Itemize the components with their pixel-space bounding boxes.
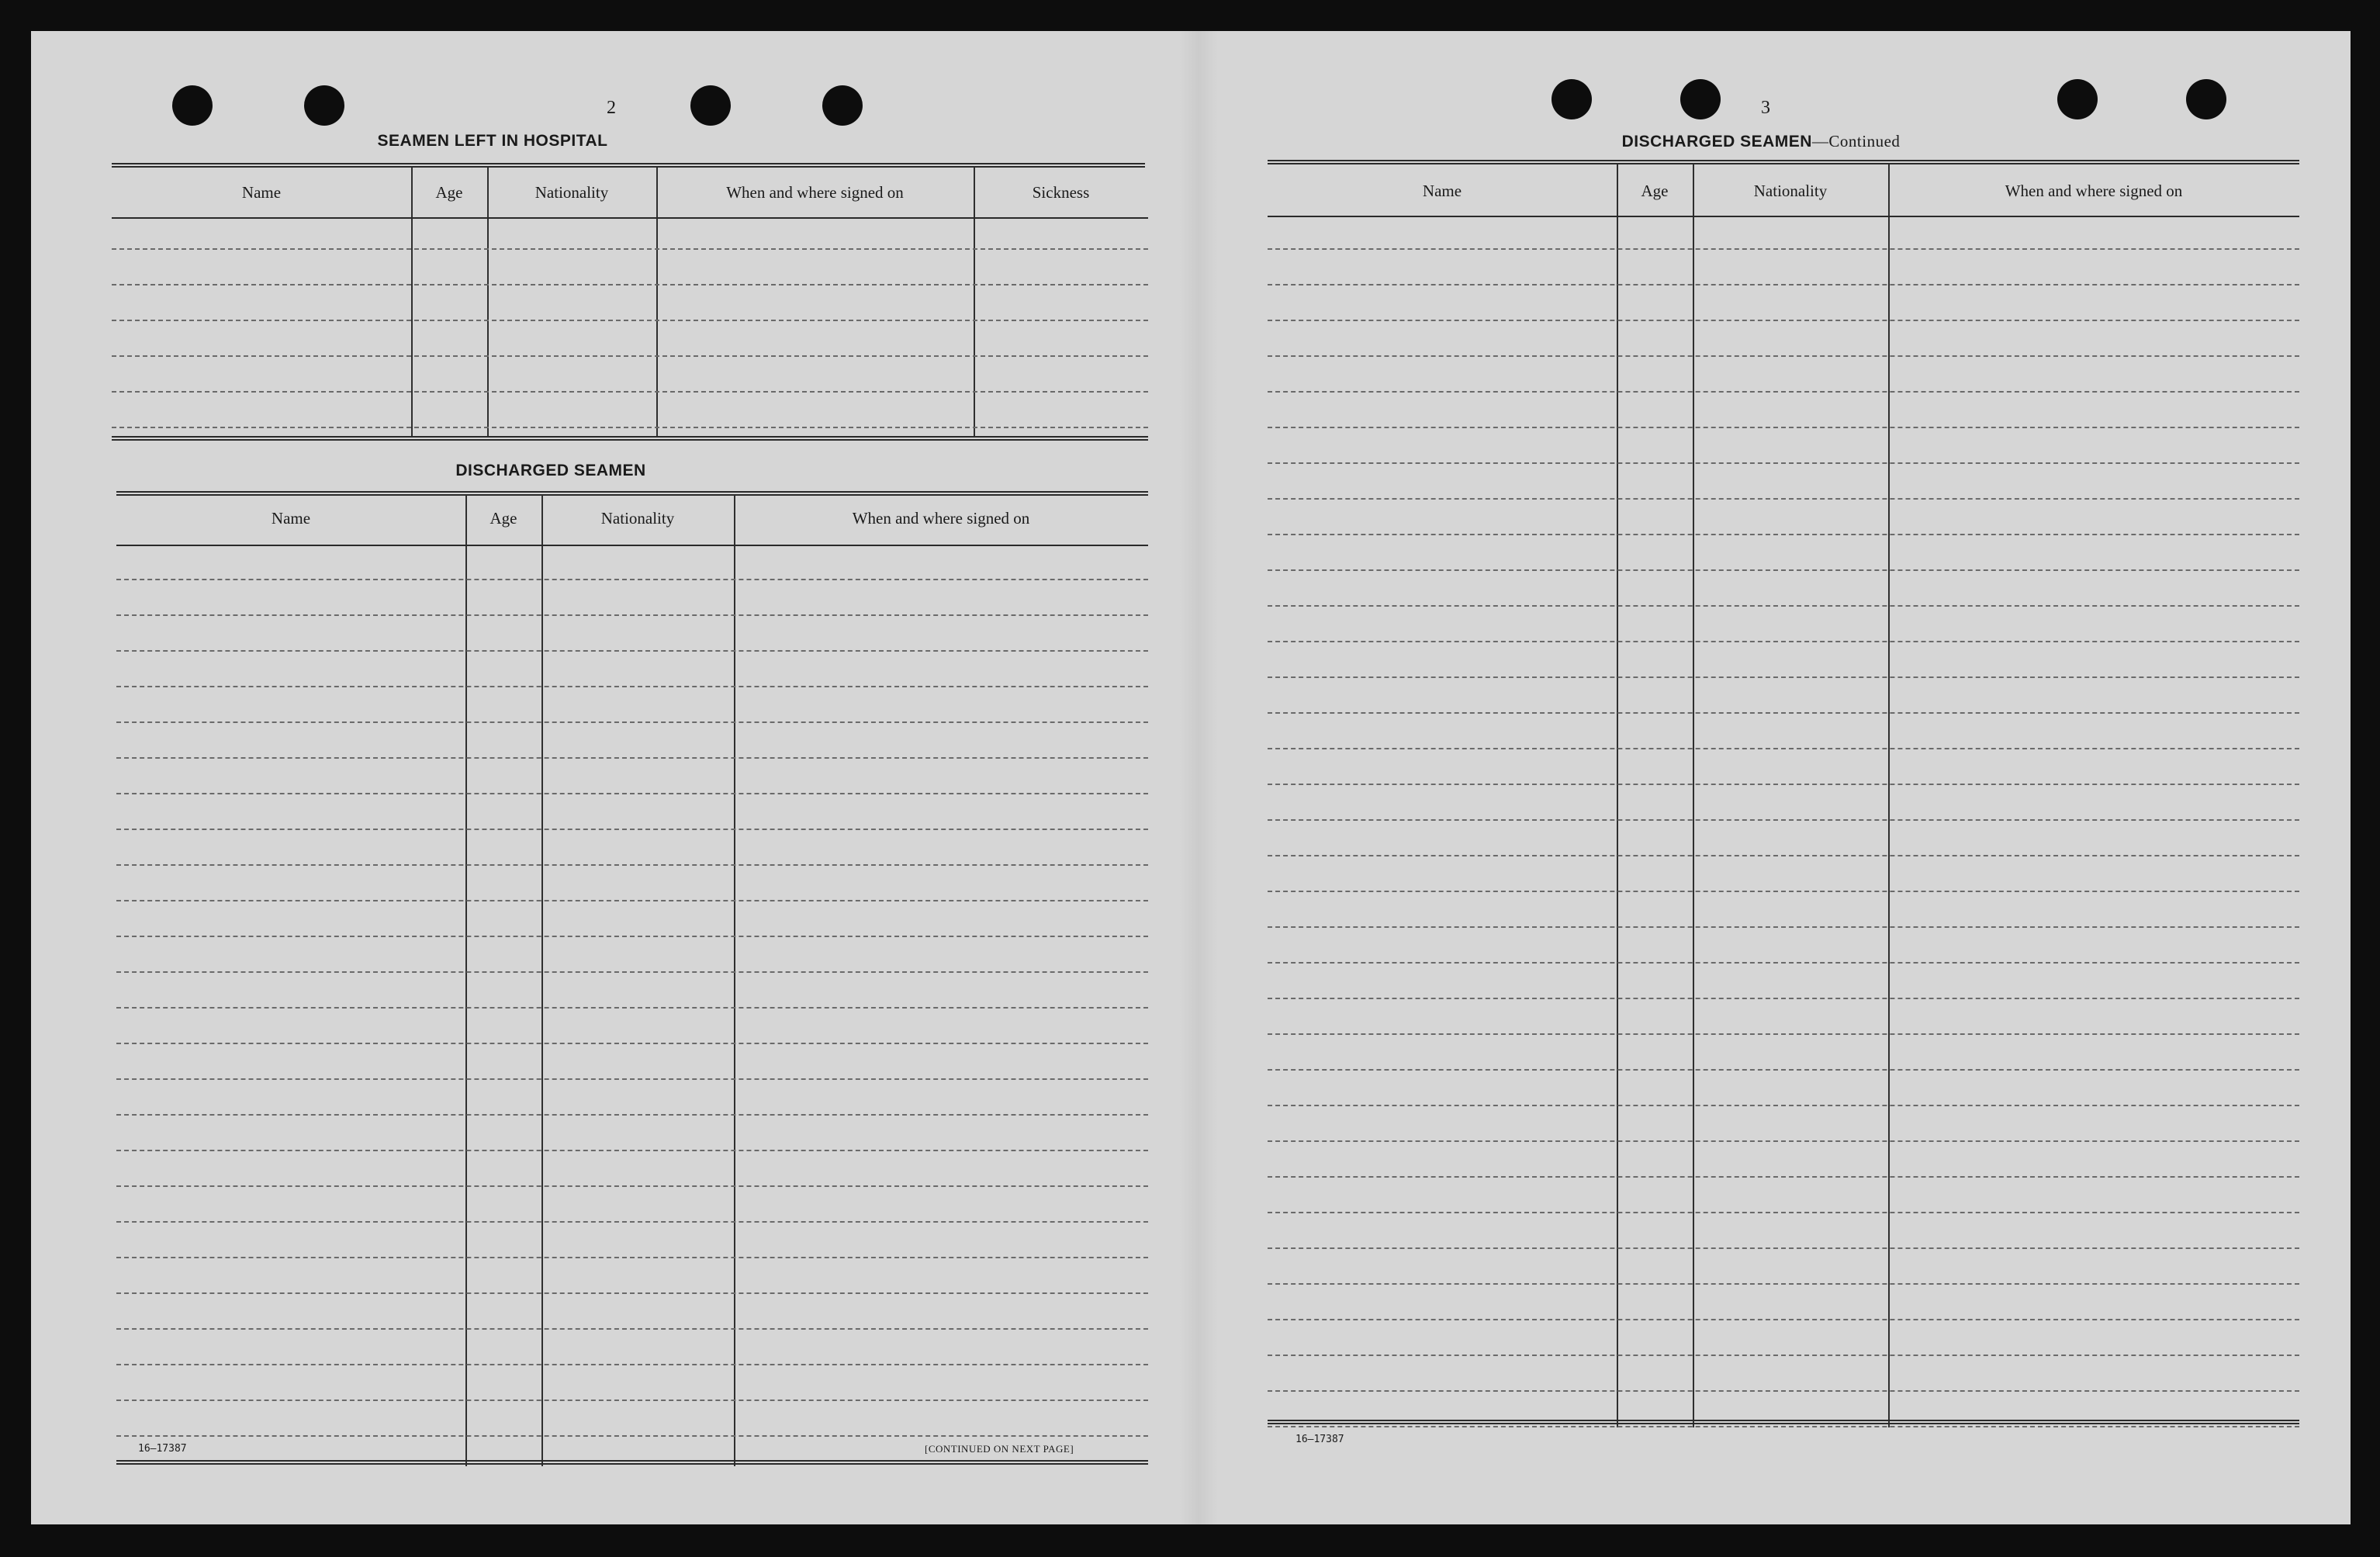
discharged-row-line — [116, 721, 1148, 723]
continued-row-line — [1268, 1319, 2299, 1320]
discharged-row-line — [116, 650, 1148, 652]
discharged-row-line — [116, 1221, 1148, 1223]
discharged-row-line — [116, 1185, 1148, 1187]
continued-row-line — [1268, 1069, 2299, 1071]
discharged-top-rule — [116, 491, 1148, 496]
continued-column-divider — [1888, 164, 1890, 1427]
hospital-top-rule — [112, 163, 1145, 168]
continued-row-line — [1268, 355, 2299, 357]
discharged-row-line — [116, 793, 1148, 794]
continued-row-line — [1268, 641, 2299, 642]
continued-note: [CONTINUED ON NEXT PAGE] — [925, 1443, 1074, 1455]
page-number-right: 3 — [1761, 98, 1770, 118]
continued-row-line — [1268, 676, 2299, 678]
continued-bottom-rule — [1268, 1420, 2299, 1424]
continued-row-line — [1268, 1033, 2299, 1035]
continued-row-line — [1268, 1140, 2299, 1142]
continued-row-line — [1268, 1390, 2299, 1392]
discharged-row-line — [116, 1292, 1148, 1294]
continued-row-line — [1268, 320, 2299, 321]
hospital-bottom-rule — [112, 436, 1148, 441]
continued-row-line — [1268, 248, 2299, 250]
continued-row-line — [1268, 712, 2299, 714]
hospital-row-line — [112, 355, 1148, 357]
hospital-column-divider — [411, 168, 413, 436]
continued-header-name: Name — [1422, 182, 1462, 200]
discharged-row-line — [116, 971, 1148, 973]
discharged-row-line — [116, 1007, 1148, 1009]
continued-row-line — [1268, 748, 2299, 749]
discharged-row-line — [116, 1150, 1148, 1151]
continued-row-line — [1268, 855, 2299, 856]
continued-header-age: Age — [1641, 182, 1669, 200]
form-number-right: 16—17387 — [1296, 1434, 1344, 1445]
punch-hole — [2057, 79, 2098, 119]
continued-section-title — [1567, 132, 1955, 151]
discharged-row-line — [116, 1328, 1148, 1330]
discharged-row-line — [116, 1435, 1148, 1437]
continued-header-nationality: Nationality — [1753, 182, 1828, 200]
hospital-column-divider — [487, 168, 489, 436]
punch-hole — [172, 85, 213, 126]
discharged-row-line — [116, 614, 1148, 616]
discharged-row-line — [116, 1364, 1148, 1365]
continued-row-line — [1268, 1426, 2299, 1427]
punch-hole — [1680, 79, 1721, 119]
punch-hole — [1551, 79, 1592, 119]
hospital-header-name: Name — [241, 183, 282, 202]
punch-hole — [304, 85, 344, 126]
punch-hole — [690, 85, 731, 126]
continued-row-line — [1268, 427, 2299, 428]
discharged-header-when-and-where-signed-on: When and where signed on — [852, 509, 1030, 528]
continued-row-line — [1268, 1105, 2299, 1106]
discharged-row-line — [116, 1114, 1148, 1116]
discharged-bottom-rule — [116, 1460, 1148, 1465]
continued-row-line — [1268, 569, 2299, 571]
continued-header-rule — [1268, 216, 2299, 217]
continued-row-line — [1268, 462, 2299, 464]
hospital-row-line — [112, 427, 1148, 428]
continued-row-line — [1268, 605, 2299, 607]
discharged-row-line — [116, 1078, 1148, 1080]
discharged-row-line — [116, 686, 1148, 687]
discharged-row-line — [116, 579, 1148, 580]
punch-hole — [822, 85, 863, 126]
discharged-row-line — [116, 1043, 1148, 1044]
continued-row-line — [1268, 534, 2299, 535]
discharged-row-line — [116, 757, 1148, 759]
hospital-header-rule — [112, 217, 1148, 219]
continued-row-line — [1268, 1283, 2299, 1285]
page-fold — [1179, 31, 1218, 1524]
hospital-header-when-and-where-signed-on: When and where signed on — [726, 183, 904, 202]
continued-row-line — [1268, 1212, 2299, 1213]
hospital-row-line — [112, 320, 1148, 321]
discharged-row-line — [116, 1257, 1148, 1258]
continued-row-line — [1268, 784, 2299, 785]
page-number-left: 2 — [607, 98, 616, 118]
discharged-header-nationality: Nationality — [600, 509, 675, 528]
discharged-row-line — [116, 864, 1148, 866]
continued-row-line — [1268, 498, 2299, 500]
hospital-header-age: Age — [435, 183, 463, 202]
discharged-header-rule — [116, 545, 1148, 546]
discharged-row-line — [116, 829, 1148, 830]
continued-header-when-and-where-signed-on: When and where signed on — [2005, 182, 2183, 200]
discharged-row-line — [116, 936, 1148, 937]
continued-title-main: DISCHARGED SEAMEN — [1621, 133, 1812, 151]
discharged-row-line — [116, 900, 1148, 901]
discharged-column-divider — [541, 495, 543, 1466]
continued-top-rule — [1268, 160, 2299, 164]
hospital-section-title: SEAMEN LEFT IN HOSPITAL — [377, 132, 608, 150]
discharged-column-divider — [465, 495, 467, 1466]
hospital-column-divider — [974, 168, 975, 436]
continued-row-line — [1268, 1355, 2299, 1356]
hospital-header-nationality: Nationality — [534, 183, 609, 202]
continued-row-line — [1268, 1247, 2299, 1249]
continued-row-line — [1268, 962, 2299, 964]
continued-row-line — [1268, 998, 2299, 999]
continued-row-line — [1268, 891, 2299, 892]
discharged-column-divider — [734, 495, 735, 1466]
discharged-header-age: Age — [489, 509, 517, 528]
hospital-row-line — [112, 284, 1148, 285]
continued-row-line — [1268, 819, 2299, 821]
form-number-left: 16—17387 — [138, 1443, 187, 1455]
continued-row-line — [1268, 926, 2299, 928]
continued-row-line — [1268, 391, 2299, 393]
document-sheet — [31, 31, 2351, 1524]
discharged-row-line — [116, 1400, 1148, 1401]
hospital-row-line — [112, 391, 1148, 393]
continued-row-line — [1268, 1176, 2299, 1178]
discharged-header-name: Name — [271, 509, 311, 528]
continued-column-divider — [1617, 164, 1618, 1427]
discharged-section-title: DISCHARGED SEAMEN — [455, 462, 646, 479]
punch-hole — [2186, 79, 2226, 119]
hospital-header-sickness: Sickness — [1032, 183, 1090, 202]
continued-row-line — [1268, 284, 2299, 285]
hospital-column-divider — [656, 168, 658, 436]
continued-column-divider — [1693, 164, 1694, 1427]
continued-title-suffix: —Continued — [1811, 132, 1901, 151]
hospital-row-line — [112, 248, 1148, 250]
